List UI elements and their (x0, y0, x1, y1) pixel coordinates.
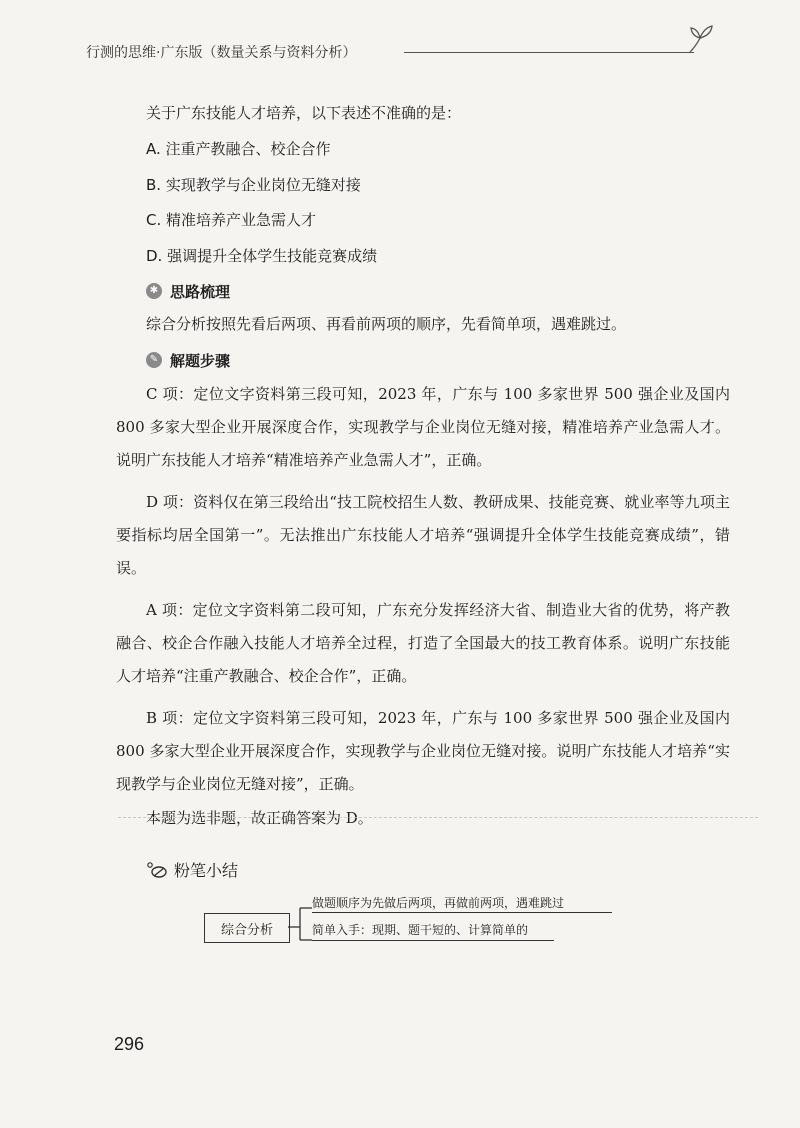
summary-branch-easy: 简单入手：现期、题干短的、计算简单的 (312, 923, 529, 937)
summary-branch-order: 做题顺序为先做后两项，再做前两项，遇难跳过 (312, 896, 565, 910)
summary-label: 粉笔小结 (174, 861, 239, 880)
steps-label: 解题步骤 (170, 351, 231, 370)
step-paragraph-a: A 项：定位文字资料第二段可知，广东充分发挥经济大省、制造业大省的优势，将产教融合、校企合作融入技能人才培养全过程，打造了全国最大的技工教育体系。说明广东技能人才培养“注重产教融合、校企合作”，正确。 (116, 601, 730, 685)
steps-heading (146, 350, 230, 370)
chalk-icon (146, 861, 168, 879)
approach-text: 综合分析按照先看后两项、再看前两项的顺序，先看简单项，遇难跳过。 (146, 315, 627, 333)
running-header (86, 42, 726, 68)
pencil-icon: ✎ (146, 352, 162, 368)
approach-heading (146, 281, 230, 301)
option-a: A. 注重产教融合、校企合作 (146, 140, 331, 158)
answer-conclusion: 本题为选非题，故正确答案为 D。 (146, 809, 373, 827)
question-stem: 关于广东技能人才培养，以下表述不准确的是： (146, 104, 462, 122)
option-d: D. 强调提升全体学生技能竞赛成绩 (146, 247, 378, 265)
dotted-divider (118, 817, 758, 818)
gear-icon: ✱ (146, 283, 162, 299)
sprout-icon (686, 20, 714, 54)
option-c: C. 精准培养产业急需人才 (146, 211, 317, 229)
option-b: B. 实现教学与企业岗位无缝对接 (146, 176, 361, 194)
header-rule (404, 52, 694, 53)
step-paragraph-d: D 项：资料仅在第三段给出“技工院校招生人数、教研成果、技能竞赛、就业率等九项主要指标均居全国第一”。无法推出广东技能人才培养“强调提升全体学生技能竞赛成绩”，错误。 (116, 493, 730, 577)
approach-label: 思路梳理 (170, 282, 231, 301)
page-number: 296 (114, 1034, 145, 1054)
step-paragraph-c: C 项：定位文字资料第三段可知，2023 年，广东与 100 多家世界 500 强企业及国内 800 多家大型企业开展深度合作，实现教学与企业岗位无缝对接，精准培养产业急需人才。说明广东技能人才培养“精准培养产业急需人才”，正确。 (116, 385, 730, 469)
summary-box: 综合分析 (204, 913, 290, 943)
book-title: 行测的思维·广东版（数量关系与资料分析） (86, 45, 357, 61)
branch-underline-1 (312, 912, 612, 913)
step-paragraph-b: B 项：定位文字资料第三段可知，2023 年，广东与 100 多家世界 500 强企业及国内 800 多家大型企业开展深度合作，实现教学与企业岗位无缝对接。说明广东技能人才培养“实现教学与企业岗位无缝对接”，正确。 (116, 709, 730, 793)
mindmap-bracket (288, 900, 314, 946)
branch-underline-2 (312, 940, 554, 941)
summary-heading (146, 858, 238, 881)
